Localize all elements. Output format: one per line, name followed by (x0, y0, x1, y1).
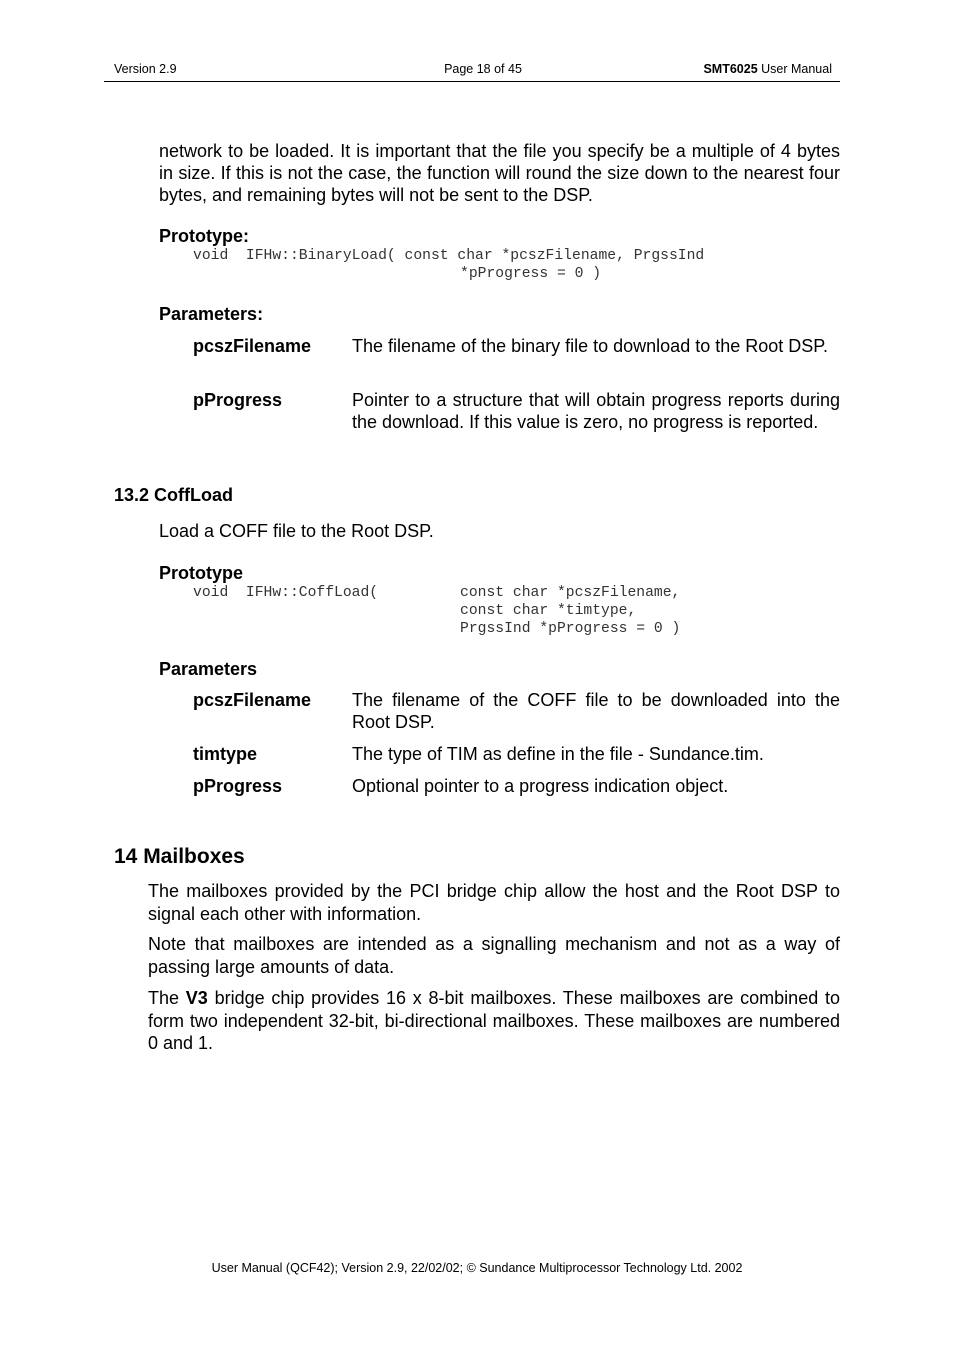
mailboxes-paragraph-2: Note that mailboxes are intended as a signalling mechanism and not as a way of passing large amounts of data. (148, 934, 840, 977)
param-description: The type of TIM as define in the file - Sundance.tim. (352, 744, 764, 764)
param-description: Pointer to a structure that will obtain progress reports during the download. If this value is zero, no progress is reported. (352, 390, 840, 432)
section-14-heading: 14 Mailboxes (114, 845, 245, 868)
binaryload-code-line1: void IFHw::BinaryLoad( const char *pcszFilename, PrgssInd (193, 248, 705, 264)
binaryload-prototype-heading: Prototype: (159, 226, 249, 246)
para3-rest: bridge chip provides 16 x 8-bit mailboxes. These mailboxes are combined to form two independent 32-bit, bi-directional mailboxes. These mailboxes are numbered 0 and 1. (148, 988, 840, 1053)
param-name: pProgress (193, 390, 283, 410)
coffload-prototype-heading: Prototype (159, 563, 244, 583)
param-description: The filename of the COFF file to be downloaded into the Root DSP. (352, 690, 840, 732)
header-product-code: SMT6025 (703, 62, 758, 76)
param-description: Optional pointer to a progress indication object. (352, 776, 729, 796)
param-description: The filename of the binary file to download to the Root DSP. (352, 336, 828, 356)
header-page-number: Page 18 of 45 (444, 62, 522, 76)
header-rule (104, 81, 840, 82)
page-footer: User Manual (QCF42); Version 2.9, 22/02/02; © Sundance Multiprocessor Technology Ltd. 2002 (211, 1261, 743, 1275)
coffload-code-arg: PrgssInd *pProgress = 0 ) (460, 621, 681, 637)
section-13-2-heading: 13.2 CoffLoad (114, 485, 234, 505)
binaryload-parameters-heading: Parameters: (159, 304, 264, 324)
intro-paragraph: network to be loaded. It is important that the file you specify be a multiple of 4 bytes in size. If this is not the case, the function will round the size down to the nearest four bytes, and remaining bytes will not be sent to the DSP. (159, 141, 840, 205)
mailboxes-paragraph-1: The mailboxes provided by the PCI bridge chip allow the host and the Root DSP to signal each other with information. (148, 881, 840, 924)
param-name: pcszFilename (193, 336, 312, 356)
coffload-code-arg: const char *pcszFilename, (460, 585, 681, 601)
coffload-code-arg: const char *timtype, (460, 603, 637, 619)
param-name: pcszFilename (193, 690, 312, 710)
coffload-code-prefix: void IFHw::CoffLoad( (193, 585, 379, 601)
para3-lead: The (148, 988, 186, 1008)
binaryload-code-line2: *pProgress = 0 ) (460, 266, 602, 282)
coffload-description: Load a COFF file to the Root DSP. (159, 521, 434, 541)
header-manual-title (703, 62, 832, 76)
bridge-chip-name: V3 (185, 988, 208, 1008)
param-name: pProgress (193, 776, 283, 796)
coffload-parameters-heading: Parameters (159, 659, 258, 679)
header-version: Version 2.9 (114, 62, 177, 76)
param-name: timtype (193, 744, 258, 764)
header-manual-label: User Manual (757, 62, 832, 76)
mailboxes-paragraph-3 (148, 987, 840, 1055)
